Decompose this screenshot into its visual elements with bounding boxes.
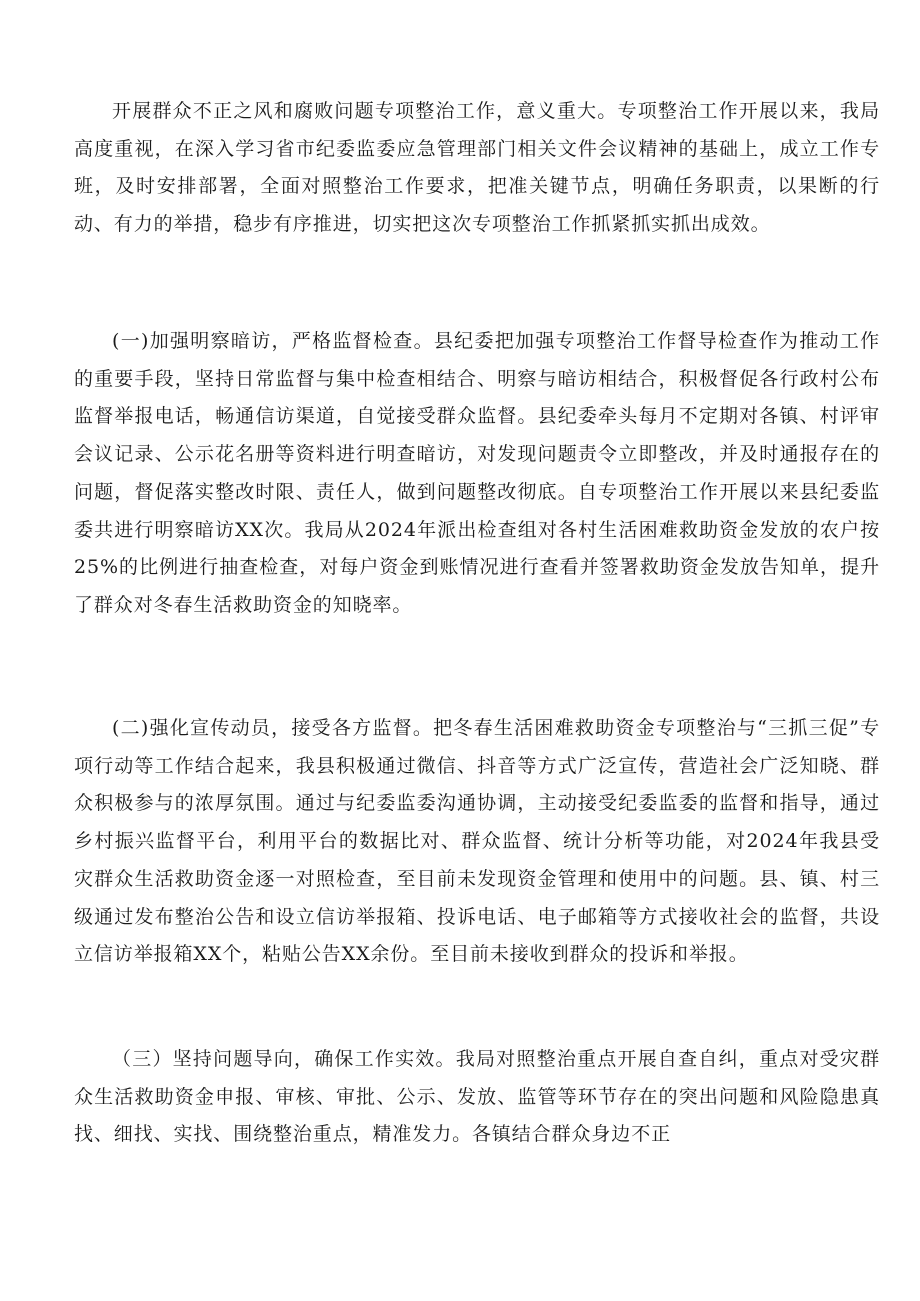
paragraph-section-3: （三）坚持问题导向，确保工作实效。我局对照整治重点开展自查自纠，重点对受灾群众生活救助资金申报、审核、审批、公示、发放、监管等环节存在的突出问题和风险隐患真找、细找、实找、围绕整治重点，精准发力。各镇结合群众身边不正	[74, 1048, 880, 1146]
paragraph-intro: 开展群众不正之风和腐败问题专项整治工作，意义重大。专项整治工作开展以来，我局高度重视，在深入学习省市纪委监委应急管理部门相关文件会议精神的基础上，成立工作专班，及时安排部署，全面对照整治工作要求，把准关键节点，明确任务职责，以果断的行动、有力的举措，稳步有序推进，切实把这次专项整治工作抓紧抓实抓出成效。	[74, 100, 880, 236]
paragraph-section-1: (一)加强明察暗访，严格监督检查。县纪委把加强专项整治工作督导检查作为推动工作的重要手段，坚持日常监督与集中检查相结合、明察与暗访相结合，积极督促各行政村公布监督举报电话，畅通信访渠道，自觉接受群众监督。县纪委牵头每月不定期对各镇、村评审会议记录、公示花名册等资料进行明查暗访，对发现问题责令立即整改，并及时通报存在的问题，督促落实整改时限、责任人，做到问题整改彻底。自专项整治工作开展以来县纪委监委共进行明察暗访XX次。我局从2024年派出检查组对各村生活困难救助资金发放的农户按25%的比例进行抽查检查，对每户资金到账情况进行查看并签署救助资金发放告知单，提升了群众对冬春生活救助资金的知晓率。	[74, 330, 880, 616]
paragraph-section-2: (二)强化宣传动员，接受各方监督。把冬春生活困难救助资金专项整治与“三抓三促”专项行动等工作结合起来，我县积极通过微信、抖音等方式广泛宣传，营造社会广泛知晓、群众积极参与的浓厚氛围。通过与纪委监委沟通协调，主动接受纪委监委的监督和指导，通过乡村振兴监督平台，利用平台的数据比对、群众监督、统计分析等功能，对2024年我县受灾群众生活救助资金逐一对照检查，至目前未发现资金管理和使用中的问题。县、镇、村三级通过发布整治公告和设立信访举报箱、投诉电话、电子邮箱等方式接收社会的监督，共设立信访举报箱XX个，粘贴公告XX余份。至目前未接收到群众的投诉和举报。	[74, 717, 880, 966]
